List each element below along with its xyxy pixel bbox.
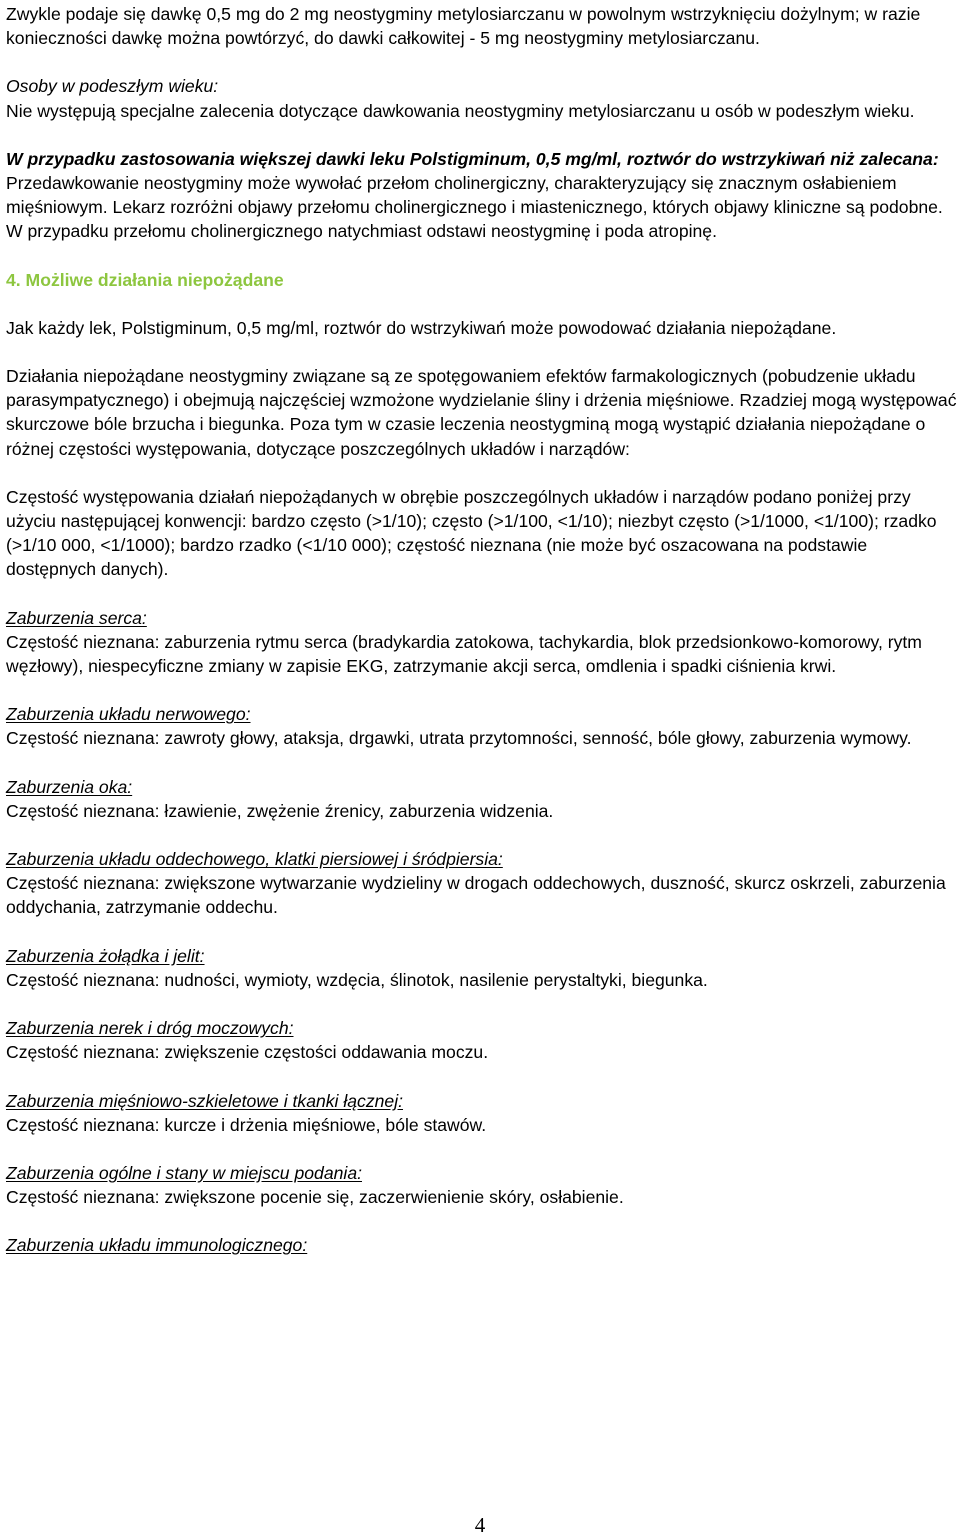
effect-heading-heart: Zaburzenia serca: [6,607,147,628]
overdose-paragraph: Przedawkowanie neostygminy może wywołać przełom cholinergiczny, charakteryzujący się znacznym osłabieniem mięśniowym. Lekarz rozróżni objawy przełomu cholinergicznego i miastenicznego, których objawy kliniczne są podobne. W przypadku przełomu cholinergicznego natychmiast odstawi neostygminę i poda atropinę. [6,173,943,242]
effect-text-gastro: Częstość nieznana: nudności, wymioty, wzdęcia, ślinotok, nasilenie perystaltyki, biegunka. [6,969,708,990]
dose-paragraph: Zwykle podaje się dawkę 0,5 mg do 2 mg neostygminy metylosiarczanu w powolnym wstrzyknięciu dożylnym; w razie konieczności dawkę można powtórzyć, do dawki całkowitej - 5 mg neostygminy metylosiarczanu. [6,4,921,49]
effect-text-musculoskeletal: Częstość nieznana: kurcze i drżenia mięśniowe, bóle stawów. [6,1114,487,1135]
effect-text-heart: Częstość nieznana: zaburzenia rytmu serca (bradykardia zatokowa, tachykardia, blok przedsionkowo-komorowy, rytm węzłowy), niespecyficzne zmiany w zapisie EKG, zatrzymanie akcji serca, omdlenia i spadki ciśnienia krwi. [6,631,922,677]
overdose-heading: W przypadku zastosowania większej dawki leku Polstigminum, 0,5 mg/ml, roztwór do wstrzykiwań niż zalecana: [6,148,939,169]
section-4-intro-paragraph: Jak każdy lek, Polstigminum, 0,5 mg/ml, roztwór do wstrzykiwań może powodować działania niepożądane. [6,317,837,338]
effect-text-eye: Częstość nieznana: łzawienie, zwężenie źrenicy, zaburzenia widzenia. [6,800,554,821]
effect-heading-renal: Zaburzenia nerek i dróg moczowych: [6,1018,294,1039]
effect-text-general: Częstość nieznana: zwiększone pocenie się, zaczerwienienie skóry, osłabienie. [6,1187,624,1208]
frequency-convention-paragraph: Częstość występowania działań niepożądanych w obrębie poszczególnych układów i narządów podano poniżej przy użyciu następującej konwencji: bardzo często (>1/10); często (>1/100, <1/10); niezbyt często (>1/1000, <1/100); rzadko (>1/10 000, <1/1000); bardzo rzadko (<1/10 000); częstość nieznana (nie może być oszacowana na podstawie dostępnych danych). [6,486,937,580]
effect-heading-nervous: Zaburzenia układu nerwowego: [6,704,251,725]
effect-heading-immune: Zaburzenia układu immunologicznego: [6,1235,308,1256]
effect-heading-musculoskeletal: Zaburzenia mięśniowo-szkieletowe i tkanki łącznej: [6,1090,404,1111]
elderly-paragraph: Nie występują specjalne zalecenia dotyczące dawkowania neostygminy metylosiarczanu u osób w podeszłym wieku. [6,100,915,121]
page-number: 4 [474,1513,486,1537]
effect-heading-eye: Zaburzenia oka: [6,776,133,797]
effect-text-renal: Częstość nieznana: zwiększenie częstości oddawania moczu. [6,1042,489,1063]
elderly-heading: Osoby w podeszłym wieku: [6,76,219,97]
effect-heading-general: Zaburzenia ogólne i stany w miejscu podania: [6,1162,362,1183]
document-page [6,2,958,1258]
effect-text-nervous: Częstość nieznana: zawroty głowy, ataksja, drgawki, utrata przytomności, senność, bóle głowy, zaburzenia wymowy. [6,728,912,749]
effect-heading-gastro: Zaburzenia żołądka i jelit: [6,945,205,966]
effect-heading-respiratory: Zaburzenia układu oddechowego, klatki piersiowej i śródpiersia: [6,849,503,870]
section-4-heading: 4. Możliwe działania niepożądane [6,269,284,290]
section-4-description-paragraph: Działania niepożądane neostygminy związane są ze spotęgowaniem efektów farmakologicznych (pobudzenie układu parasympatycznego) i obejmują najczęściej wzmożone wydzielanie śliny i drżenia mięśniowe. Rzadziej mogą występować skurczowe bóle brzucha i biegunka. Poza tym w czasie leczenia neostygminą mogą wystąpić działania niepożądane o różnej częstości występowania, dotyczące poszczególnych układów i narządów: [6,366,957,459]
effect-text-respiratory: Częstość nieznana: zwiększone wytwarzanie wydzieliny w drogach oddechowych, duszność, skurcz oskrzeli, zaburzenia oddychania, zatrzymanie oddechu. [6,873,946,918]
